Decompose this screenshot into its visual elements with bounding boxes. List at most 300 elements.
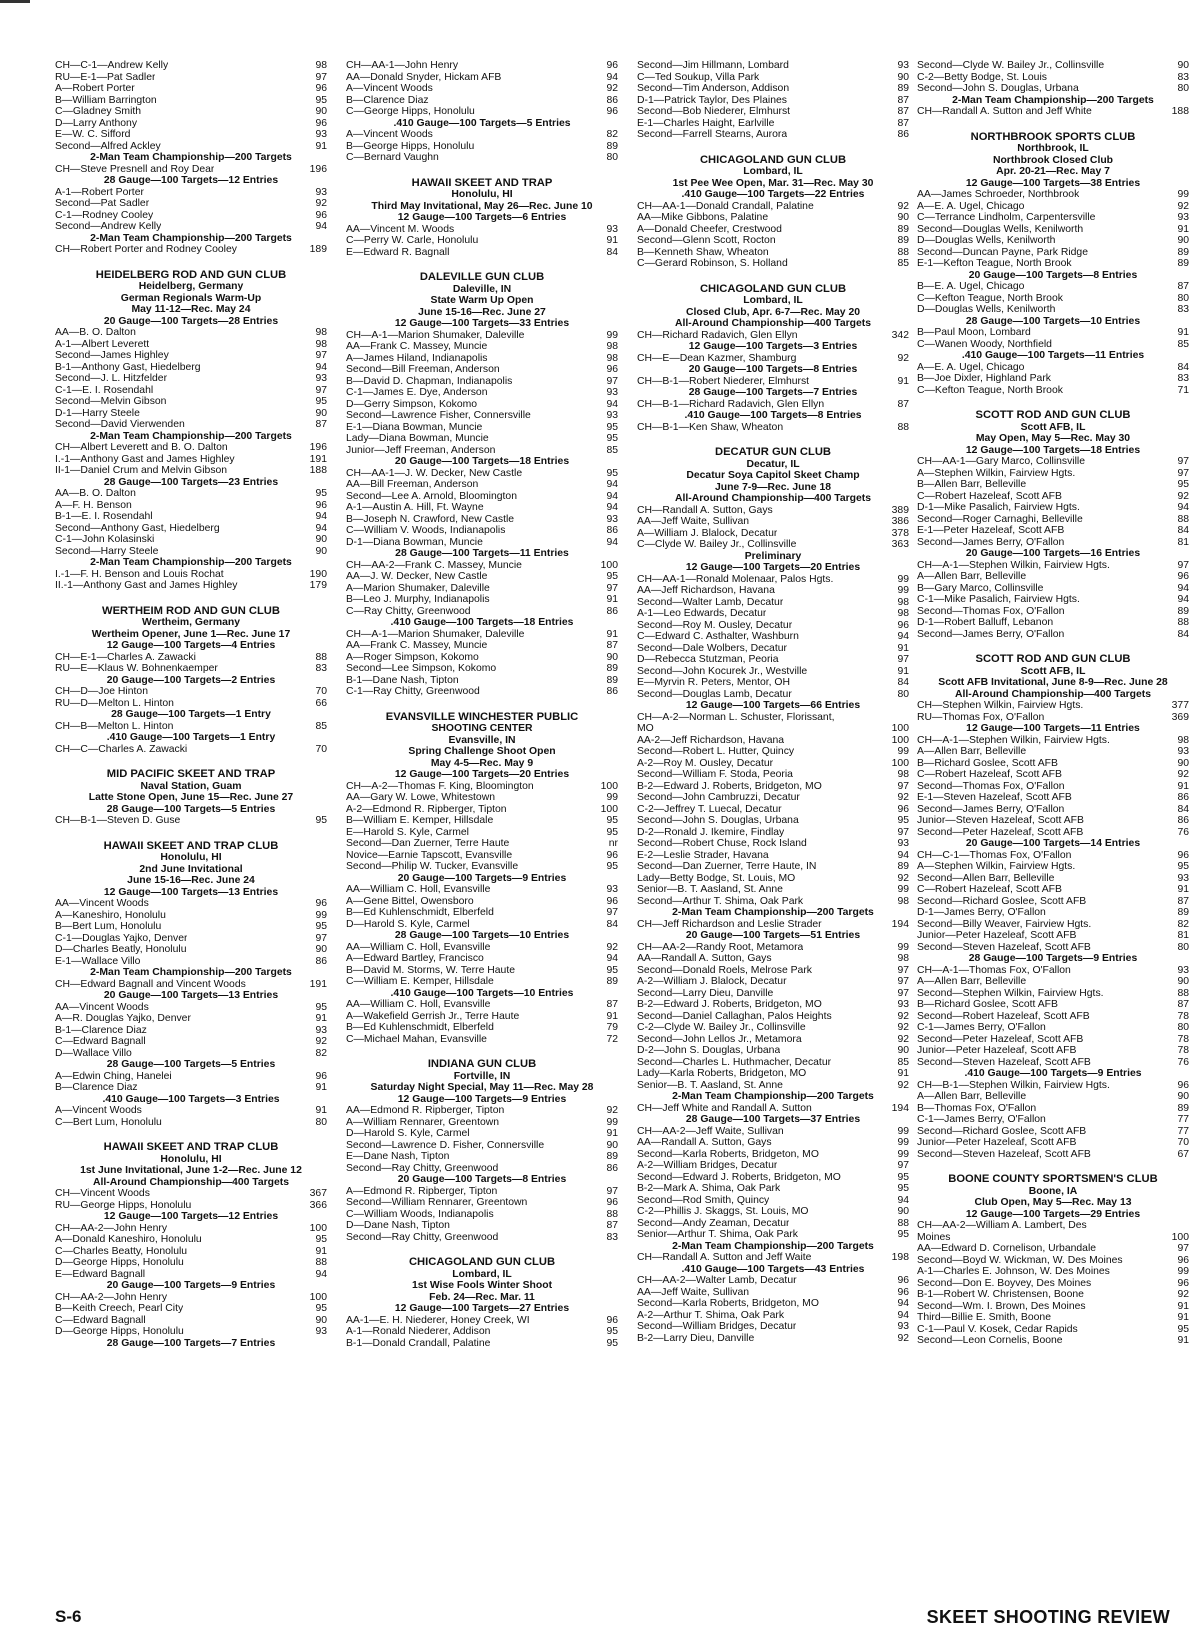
- score: 70: [315, 743, 327, 755]
- shooter-entry: C—Michael Mahan, Evansville: [346, 1033, 487, 1045]
- club-heading: [637, 155, 909, 190]
- result-row: [637, 827, 909, 839]
- result-row: [346, 1315, 618, 1327]
- shooter-entry: CH—AA-1—J. W. Decker, New Castle: [346, 467, 523, 479]
- score: 88: [606, 1208, 618, 1220]
- shooter-entry: B-2—Mark A. Shima, Oak Park: [637, 1183, 781, 1194]
- event-subheading: 12 Gauge—100 Targets—13 Entries: [103, 886, 279, 898]
- shooter-entry: CH—AA-1—Gary Marco, Collinsville: [917, 456, 1086, 467]
- event-subheading: .410 Gauge—100 Targets—10 Entries: [390, 987, 574, 999]
- shooter-entry: C-1—James Berry, O'Fallon: [917, 1114, 1046, 1125]
- score: 87: [315, 419, 327, 430]
- shooter-entry: Second—Steven Hazeleaf, Scott AFB: [917, 1148, 1091, 1160]
- event-subheading: 20 Gauge—100 Targets—18 Entries: [394, 456, 570, 467]
- shooter-entry: Senior—B. T. Aasland, St. Anne: [637, 1079, 783, 1091]
- shooter-entry: AA—Randall A. Sutton, Gays: [637, 1137, 772, 1148]
- result-row: [637, 838, 909, 850]
- shooter-entry: CH—A-1—Stephen Wilkin, Fairview Hgts.: [917, 734, 1110, 746]
- score: 188: [1171, 106, 1189, 117]
- score: 97: [606, 582, 618, 594]
- score: 88: [1177, 513, 1189, 525]
- shooter-entry: Second—John Lellos Jr., Metamora: [637, 1033, 802, 1045]
- score: 99: [897, 1148, 909, 1160]
- result-row: [917, 617, 1189, 629]
- result-row: [55, 488, 327, 500]
- score: 91: [897, 375, 909, 387]
- result-row: [917, 224, 1189, 236]
- score: 78: [1177, 1010, 1189, 1022]
- result-row: [917, 988, 1189, 1000]
- shooter-entry: B—Bert Lum, Honolulu: [55, 921, 162, 932]
- score: 98: [315, 60, 327, 71]
- shooter-entry: Second—Duncan Payne, Park Ridge: [917, 246, 1088, 258]
- shooter-entry: AA—Edmond R. Ripberger, Tipton: [346, 1105, 505, 1116]
- score: [883, 712, 909, 724]
- shooter-entry: CH—B-1—Richard Radavich, Glen Ellyn: [637, 398, 825, 410]
- result-row: [917, 571, 1189, 583]
- event-subheading: .410 Gauge—100 Targets—8 Entries: [684, 410, 862, 421]
- score: 99: [897, 884, 909, 895]
- score: 97: [606, 375, 618, 387]
- club-heading: [346, 1257, 618, 1303]
- score: 100: [309, 1222, 327, 1234]
- shooter-entry: CH—C-1—Andrew Kelly: [55, 60, 169, 71]
- shooter-entry: Second—Jim Hillmann, Lombard: [637, 60, 789, 71]
- event-subheading: 28 Gauge—100 Targets—10 Entries: [965, 315, 1141, 327]
- shooter-entry: B—E. A. Ugel, Chicago: [917, 281, 1025, 292]
- club-heading: [637, 447, 909, 505]
- shooter-entry: Second—Thomas Fox, O'Fallon: [917, 780, 1065, 792]
- club-name: SCOTT ROD AND GUN CLUB: [975, 409, 1131, 421]
- shooter-entry: C—Perry W. Carle, Honolulu: [346, 235, 479, 246]
- score: 70: [1177, 1137, 1189, 1148]
- result-row: [637, 861, 909, 873]
- club-name: CHICAGOLAND GUN CLUB: [699, 282, 847, 295]
- shooter-entry: A—Robert Porter: [55, 83, 135, 94]
- score: 94: [315, 511, 327, 522]
- result-row: [917, 850, 1189, 862]
- event-subheading: 12 Gauge—100 Targets—27 Entries: [394, 1303, 570, 1314]
- result-row: [55, 580, 327, 592]
- score: 92: [897, 872, 909, 884]
- score: 96: [606, 1314, 618, 1326]
- result-row: [637, 896, 909, 908]
- score: 92: [1177, 490, 1189, 502]
- shooter-entry: Second—Steven Hazeleaf, Scott AFB: [917, 1056, 1091, 1068]
- result-row: [55, 118, 327, 130]
- shooter-entry: B—Allen Barr, Belleville: [917, 479, 1027, 490]
- result-row: [637, 1218, 909, 1230]
- score: 91: [897, 642, 909, 654]
- event-subheading: 12 Gauge—100 Targets—33 Entries: [394, 318, 570, 329]
- shooter-entry: D—Charles Beatly, Honolulu: [55, 944, 187, 955]
- score: 98: [315, 338, 327, 350]
- shooter-entry: CH—Jeff White and Randall A. Sutton: [637, 1102, 812, 1114]
- club-heading-line: Closed Club, Apr. 6-7—Rec. May 20: [686, 306, 860, 318]
- result-row: [917, 606, 1189, 618]
- score: 80: [1177, 1022, 1189, 1033]
- shooter-entry: Second—Thomas Fox, O'Fallon: [917, 605, 1065, 617]
- shooter-entry: Second—Roy M. Ousley, Decatur: [637, 619, 793, 631]
- score: 90: [315, 106, 327, 117]
- result-row: [917, 83, 1189, 95]
- result-row: [55, 187, 327, 199]
- club-name: CHICAGOLAND GUN CLUB: [408, 1256, 556, 1268]
- result-row: [917, 629, 1189, 641]
- shooter-entry: B—Kenneth Shaw, Wheaton: [637, 246, 769, 258]
- shooter-entry: C-2—Clyde W. Bailey Jr., Collinsville: [637, 1022, 806, 1033]
- result-row: [55, 1025, 327, 1037]
- score: 90: [315, 407, 327, 419]
- shooter-entry: A—William J. Blalock, Decatur: [637, 527, 778, 539]
- shooter-entry: B—Clarence Diaz: [55, 1082, 138, 1093]
- shooter-entry: AA—Frank C. Massey, Muncie: [346, 640, 488, 651]
- shooter-entry: B—William Barrington: [55, 94, 157, 106]
- score: 93: [606, 223, 618, 235]
- shooter-entry: Second—Edward J. Roberts, Bridgeton, MO: [637, 1171, 841, 1183]
- score: 88: [315, 651, 327, 663]
- club-heading-line: Evansville, IN: [448, 734, 516, 746]
- shooter-entry: B—William E. Kemper, Hillsdale: [346, 815, 494, 826]
- score: 86: [897, 129, 909, 140]
- result-row: [55, 1326, 327, 1338]
- score: 85: [1177, 338, 1189, 350]
- shooter-entry: B-1—Donald Crandall, Palatine: [346, 1337, 491, 1349]
- page-number: S-6: [55, 1607, 82, 1626]
- score: 80: [315, 1116, 327, 1128]
- shooter-entry: Second—Peter Hazeleaf, Scott AFB: [917, 1033, 1084, 1045]
- result-row: [55, 83, 327, 95]
- shooter-entry: Second—Philip W. Tucker, Evansville: [346, 861, 519, 872]
- shooter-entry: C—Wanen Woody, Northfield: [917, 338, 1052, 350]
- result-row: [637, 1195, 909, 1207]
- score: 94: [606, 536, 618, 548]
- event-subheading: Preliminary: [744, 550, 802, 562]
- shooter-entry: Second—Arthur T. Shima, Oak Park: [637, 895, 804, 907]
- club-heading-line: May Open, May 5—Rec. May 30: [975, 433, 1131, 444]
- result-row: [346, 919, 618, 931]
- shooter-entry: C—Terrance Lindholm, Carpentersville: [917, 212, 1096, 223]
- shooter-entry: AA-1—E. H. Niederer, Honey Creek, WI: [346, 1314, 530, 1326]
- shooter-entry: A—Stephen Wilkin, Fairview Hgts.: [917, 861, 1076, 872]
- result-row: [55, 454, 327, 466]
- score: 95: [897, 1183, 909, 1194]
- shooter-entry: CH—E-1—Charles A. Zawacki: [55, 651, 196, 663]
- result-row: [637, 83, 909, 95]
- shooter-entry: D-1—Robert Balluff, Lebanon: [917, 617, 1054, 628]
- score: 96: [315, 1070, 327, 1082]
- shooter-entry: D-1—Mike Pasalich, Fairview Hgts.: [917, 502, 1080, 513]
- result-row: [346, 804, 618, 816]
- result-row: [637, 988, 909, 1000]
- score: 95: [315, 94, 327, 106]
- result-row: [346, 83, 618, 95]
- club-heading: [55, 270, 327, 316]
- result-row: [55, 221, 327, 233]
- club-heading-line: All-Around Championship—400 Targets: [954, 688, 1152, 700]
- shooter-entry: B—Gary Marco, Collinsville: [917, 582, 1044, 594]
- shooter-entry: E-1—Wallace Villo: [55, 955, 141, 967]
- club-heading: [917, 1174, 1189, 1209]
- result-row: [917, 1057, 1189, 1069]
- shooter-entry: Second—Charles L. Huthmacher, Decatur: [637, 1056, 832, 1068]
- shooter-entry: AA—William C. Holl, Evansville: [346, 999, 491, 1010]
- score: 377: [1171, 700, 1189, 711]
- shooter-entry: Second—Melvin Gibson: [55, 396, 167, 407]
- shooter-entry: C—Bernard Vaughn: [346, 152, 439, 163]
- result-row: [637, 72, 909, 84]
- shooter-entry: CH—A-1—Thomas Fox, O'Fallon: [917, 964, 1071, 976]
- result-row: [346, 235, 618, 247]
- shooter-entry: E-2—Leslie Strader, Havana: [637, 849, 769, 861]
- result-row: [637, 1206, 909, 1218]
- score: 100: [891, 734, 909, 746]
- shooter-entry: C-1—Paul V. Kosek, Cedar Rapids: [917, 1323, 1078, 1335]
- shooter-entry: AA—Vincent Woods: [55, 1001, 149, 1013]
- result-row: [346, 1220, 618, 1232]
- club-heading-line: Wertheim, Germany: [142, 617, 240, 628]
- result-row: [55, 1048, 327, 1060]
- club-name: INDIANA GUN CLUB: [427, 1058, 537, 1070]
- shooter-entry: A-2—William J. Blalock, Decatur: [637, 976, 787, 987]
- shooter-entry: E-1—Diana Bowman, Muncie: [346, 421, 483, 433]
- shooter-entry: A—Stephen Wilkin, Fairview Hgts.: [917, 467, 1076, 479]
- score: 83: [315, 663, 327, 674]
- result-row: [917, 873, 1189, 885]
- score: 94: [606, 502, 618, 513]
- score: 90: [606, 1139, 618, 1151]
- shooter-entry: E—Myrvin R. Peters, Mentor, OH: [637, 677, 791, 688]
- score: 97: [606, 907, 618, 918]
- result-row: [917, 735, 1189, 747]
- score: 82: [606, 129, 618, 140]
- event-subheading: 12 Gauge—100 Targets—12 Entries: [103, 1211, 279, 1222]
- result-row: [346, 896, 618, 908]
- result-row: [55, 898, 327, 910]
- shooter-entry: CH—Randall A. Sutton and Jeff Waite: [637, 1252, 812, 1263]
- shooter-entry: C—Kefton Teague, North Brook: [917, 384, 1063, 396]
- score: 97: [897, 1160, 909, 1171]
- score: 98: [897, 769, 909, 780]
- shooter-entry: C-1—Mike Pasalich, Fairview Hgts.: [917, 594, 1080, 605]
- shooter-entry: D—Douglas Wells, Kenilworth: [917, 304, 1056, 315]
- event-subheading: 28 Gauge—100 Targets—9 Entries: [968, 953, 1138, 964]
- result-row: [917, 281, 1189, 293]
- shooter-entry: E-1—Charles Haight, Earlville: [637, 117, 775, 129]
- result-row: [637, 804, 909, 816]
- result-row: [917, 1080, 1189, 1092]
- score: 87: [897, 106, 909, 117]
- club-heading: [917, 410, 1189, 445]
- result-row: [346, 364, 618, 376]
- result-row: [637, 965, 909, 977]
- event-subheading: .410 Gauge—100 Targets—11 Entries: [961, 350, 1145, 361]
- score: 97: [897, 987, 909, 999]
- event-subheading: 20 Gauge—100 Targets—8 Entries: [968, 269, 1138, 281]
- result-row: [637, 1057, 909, 1069]
- shooter-entry: AA—Vincent M. Woods: [346, 223, 455, 235]
- shooter-entry: CH—B-1—Steven D. Guse: [55, 815, 181, 826]
- result-row: [637, 118, 909, 130]
- score: 92: [897, 1332, 909, 1344]
- score: 89: [606, 976, 618, 987]
- result-row: [346, 1186, 618, 1198]
- shooter-entry: AA—William C. Holl, Evansville: [346, 884, 491, 895]
- score: 92: [897, 1010, 909, 1022]
- result-row: [55, 1002, 327, 1014]
- shooter-entry: D-2—Ronald J. Ikemire, Findlay: [637, 826, 785, 838]
- result-row: [637, 60, 909, 72]
- result-row: [917, 1312, 1189, 1324]
- score: 89: [1177, 1102, 1189, 1114]
- result-row: [346, 606, 618, 618]
- shooter-entry: Second—Larry Dieu, Danville: [637, 987, 774, 999]
- score: 89: [1177, 605, 1189, 617]
- score: 194: [891, 1102, 909, 1114]
- result-row: [55, 815, 327, 827]
- result-row: [917, 907, 1189, 919]
- event-subheading: 28 Gauge—100 Targets—7 Entries: [688, 387, 858, 398]
- shooter-entry: Second—Ray Chitty, Greenwood: [346, 1231, 499, 1243]
- result-row: [55, 686, 327, 698]
- shooter-entry: C—William Woods, Indianapolis: [346, 1208, 494, 1220]
- shooter-entry: Second—Boyd W. Wickman, W. Des Moines: [917, 1254, 1123, 1266]
- score: 90: [315, 944, 327, 955]
- shooter-entry: I.-1—Anthony Gast and James Highley: [55, 453, 235, 465]
- shooter-entry: C—Charles Beatty, Honolulu: [55, 1245, 188, 1257]
- result-row: [637, 1011, 909, 1023]
- shooter-entry: B—George Hipps, Honolulu: [346, 140, 475, 152]
- score: 97: [897, 780, 909, 792]
- results-column-4: [917, 60, 1189, 1347]
- result-row: [346, 247, 618, 259]
- result-row: [55, 1117, 327, 1129]
- result-row: [917, 525, 1189, 537]
- score: 92: [1177, 1289, 1189, 1300]
- result-row: [917, 479, 1189, 491]
- result-row: [346, 629, 618, 641]
- score: 95: [315, 815, 327, 826]
- shooter-entry: B—Joseph N. Crawford, New Castle: [346, 513, 515, 525]
- score: 87: [897, 398, 909, 410]
- shooter-entry: Moines: [917, 1231, 951, 1243]
- score: 98: [315, 327, 327, 338]
- result-row: [917, 712, 1189, 724]
- score: 94: [1177, 594, 1189, 605]
- shooter-entry: Novice—Earnie Tapscott, Evansville: [346, 849, 513, 861]
- result-row: [917, 804, 1189, 816]
- result-row: [55, 910, 327, 922]
- result-row: [637, 585, 909, 597]
- result-row: [917, 1034, 1189, 1046]
- score: 93: [1177, 872, 1189, 884]
- score: 96: [1177, 849, 1189, 861]
- score: 99: [606, 1116, 618, 1128]
- score: 81: [1177, 536, 1189, 548]
- score: 85: [897, 1056, 909, 1068]
- club-heading-line: Honolulu, HI: [451, 189, 513, 200]
- result-row: [346, 583, 618, 595]
- event-subheading: 20 Gauge—100 Targets—9 Entries: [397, 872, 567, 884]
- shooter-entry: D-1—Patrick Taylor, Des Plaines: [637, 94, 787, 106]
- shooter-entry: A—Vincent Woods: [346, 129, 433, 140]
- score: 96: [606, 895, 618, 907]
- club-heading-line: 1st Wise Fools Winter Shoot: [411, 1280, 553, 1291]
- result-row: [55, 442, 327, 454]
- club-name: MID PACIFIC SKEET AND TRAP: [106, 768, 276, 780]
- score: 91: [315, 1245, 327, 1257]
- result-row: [637, 919, 909, 931]
- score: 96: [897, 803, 909, 815]
- score: 88: [315, 1257, 327, 1268]
- score: 97: [315, 71, 327, 83]
- shooter-entry: Second—William Bridges, Decatur: [637, 1321, 797, 1332]
- result-row: [917, 304, 1189, 316]
- score: 95: [897, 1171, 909, 1183]
- result-row: [637, 1160, 909, 1172]
- score: 92: [897, 792, 909, 803]
- shooter-entry: II.-1—Anthony Gast and James Highley: [55, 580, 238, 591]
- score: 91: [606, 1128, 618, 1139]
- score: 93: [1177, 212, 1189, 223]
- shooter-entry: Second—Stephen Wilkin, Fairview Hgts.: [917, 987, 1104, 999]
- score: 85: [315, 720, 327, 732]
- shooter-entry: Second—Douglas Wells, Kenilworth: [917, 223, 1084, 235]
- result-row: [637, 516, 909, 528]
- shooter-entry: C-2—Jeffrey T. Luecal, Decatur: [637, 803, 782, 815]
- score: 94: [606, 398, 618, 410]
- score: 92: [315, 1036, 327, 1047]
- score: 100: [1171, 1231, 1189, 1243]
- score: 89: [606, 140, 618, 152]
- shooter-entry: B-2—Edward J. Roberts, Bridgeton, MO: [637, 999, 822, 1010]
- score: 98: [606, 341, 618, 352]
- shooter-entry: AA—Vincent Woods: [55, 898, 149, 909]
- shooter-entry: D—George Hipps, Honolulu: [55, 1257, 184, 1268]
- score: 95: [606, 421, 618, 433]
- score: 98: [606, 352, 618, 364]
- shooter-entry: E-1—Peter Hazeleaf, Scott AFB: [917, 525, 1065, 536]
- result-row: [55, 546, 327, 558]
- team-event-heading: 2-Man Team Championship—200 Targets: [90, 557, 292, 568]
- result-row: [917, 560, 1189, 572]
- team-event-heading: 2-Man Team Championship—200 Targets: [90, 152, 292, 163]
- shooter-entry: CH—AA-1—Donald Crandall, Palatine: [637, 200, 814, 212]
- result-row: [637, 1298, 909, 1310]
- score: 191: [309, 978, 327, 990]
- result-row: [917, 827, 1189, 839]
- club-heading-line: All-Around Championship—400 Targets: [674, 493, 872, 504]
- club-name: HAWAII SKEET AND TRAP CLUB: [103, 1141, 279, 1153]
- result-row: [637, 1183, 909, 1195]
- shooter-entry: AA—Jeff Waite, Sullivan: [637, 516, 750, 527]
- shooter-entry: CH—A-1—Stephen Wilkin, Fairview Hgts.: [917, 559, 1110, 571]
- result-row: [917, 1255, 1189, 1267]
- score: 84: [897, 677, 909, 688]
- event-subheading: 28 Gauge—100 Targets—11 Entries: [395, 548, 569, 559]
- score: 91: [1177, 327, 1189, 338]
- shooter-entry: Second—Billy Weaver, Fairview Hgts.: [917, 918, 1092, 930]
- score: 90: [897, 1045, 909, 1056]
- score: 83: [606, 1231, 618, 1243]
- shooter-entry: E—W. C. Sifford: [55, 129, 131, 140]
- result-row: [55, 511, 327, 523]
- event-subheading: 20 Gauge—100 Targets—14 Entries: [965, 838, 1141, 849]
- club-name: WERTHEIM ROD AND GUN CLUB: [102, 604, 280, 617]
- event-subheading: 28 Gauge—100 Targets—12 Entries: [103, 175, 279, 186]
- shooter-entry: Second—Dan Zuerner, Terre Haute, IN: [637, 861, 817, 872]
- score: 342: [891, 329, 909, 341]
